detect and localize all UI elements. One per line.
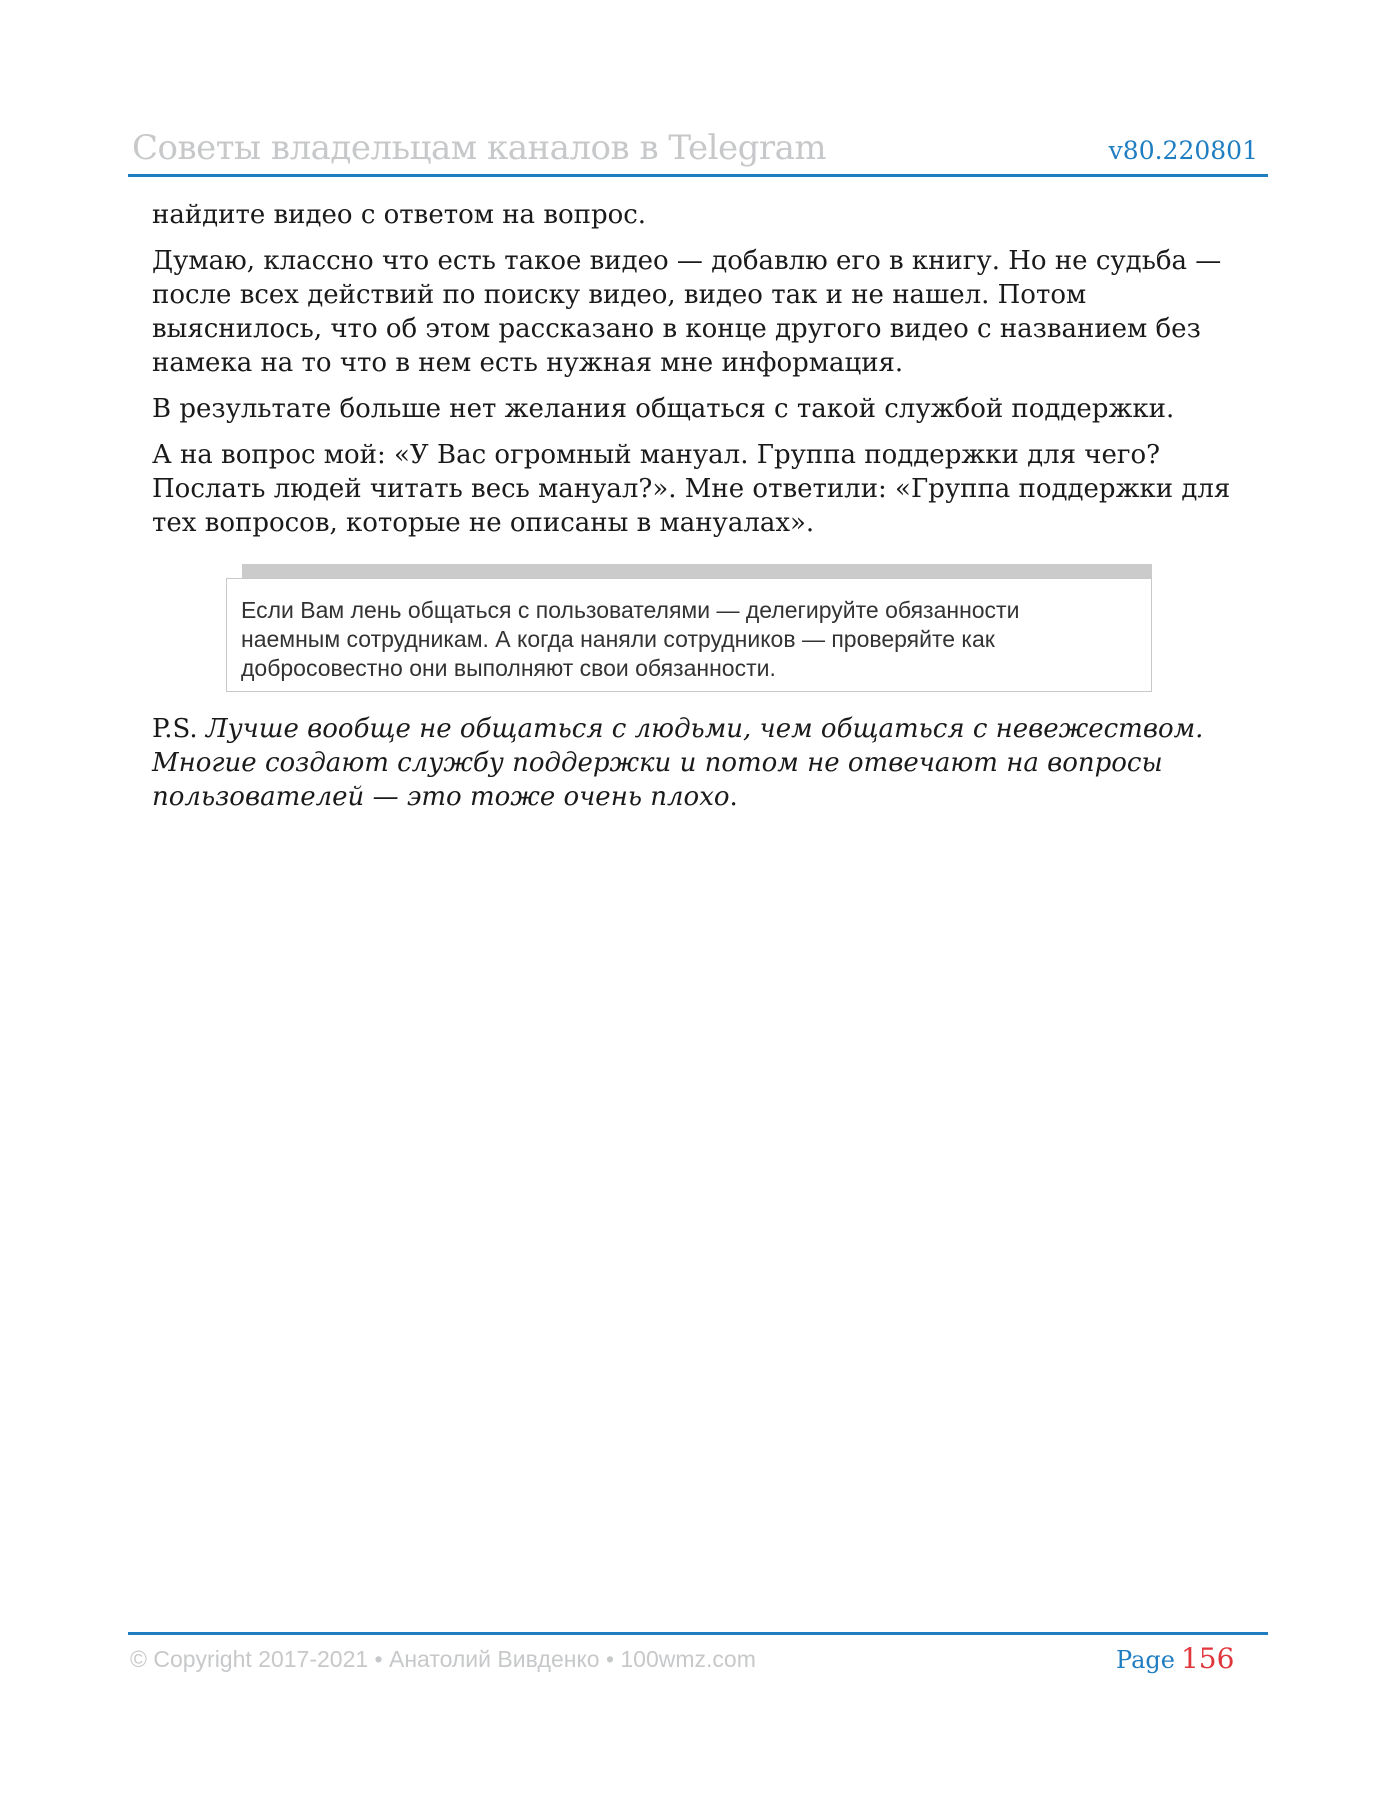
ps-end: . xyxy=(729,782,738,812)
text-line: найдите видео с ответом на вопрос. xyxy=(152,200,647,230)
text-line: после всех действий по поиску видео, видео так и не нашел. Потом xyxy=(152,280,1087,310)
page-content xyxy=(152,198,1252,826)
paragraph xyxy=(152,438,1252,540)
ps-line xyxy=(152,780,1252,814)
ps-text: Лучше вообще не общаться с людьми, чем общаться с невежеством. xyxy=(205,714,1204,744)
paragraph xyxy=(152,198,1252,232)
copyright-text: © Copyright 2017-2021 • Анатолий Вивденко • 100wmz.com xyxy=(130,1646,756,1672)
ps-text: пользователей — это тоже очень плохо xyxy=(152,782,730,812)
paragraph xyxy=(152,244,1252,380)
ps-line xyxy=(152,712,1252,746)
paragraph xyxy=(152,392,1252,426)
page-label: Page xyxy=(1116,1646,1175,1674)
page-number-label xyxy=(1116,1642,1234,1675)
version-label: v80.220801 xyxy=(1108,136,1258,165)
page-number: 156 xyxy=(1180,1642,1235,1675)
footer-divider xyxy=(128,1632,1268,1635)
text-line: тех вопросов, которые не описаны в мануалах». xyxy=(152,508,815,538)
ps-line: Многие создают службу поддержки и потом не отвечают на вопросы xyxy=(152,748,1163,778)
page-header xyxy=(128,128,1268,176)
header-divider xyxy=(128,174,1268,177)
text-line: А на вопрос мой: «У Вас огромный мануал. Группа поддержки для чего? xyxy=(152,440,1161,470)
text-line: намека на то что в нем есть нужная мне информация. xyxy=(152,348,904,378)
callout-line: добросовестно они выполняют свои обязанности. xyxy=(241,655,776,681)
callout-line: наемным сотрудникам. А когда наняли сотрудников — проверяйте как xyxy=(241,626,995,652)
callout-box xyxy=(226,564,1152,694)
callout-line: Если Вам лень общаться с пользователями — делегируйте обязанности xyxy=(241,597,1020,623)
text-line: Послать людей читать весь мануал?». Мне ответили: «Группа поддержки для xyxy=(152,474,1231,504)
text-line: В результате больше нет желания общаться с такой службой поддержки. xyxy=(152,394,1175,424)
postscript xyxy=(152,712,1252,814)
text-line: выяснилось, что об этом рассказано в конце другого видео с названием без xyxy=(152,314,1201,344)
document-title: Советы владельцам каналов в Telegram xyxy=(132,128,827,168)
text-line: Думаю, классно что есть такое видео — добавлю его в книгу. Но не судьба — xyxy=(152,246,1222,276)
ps-prefix: P.S. xyxy=(152,714,198,744)
callout-text xyxy=(226,578,1152,692)
